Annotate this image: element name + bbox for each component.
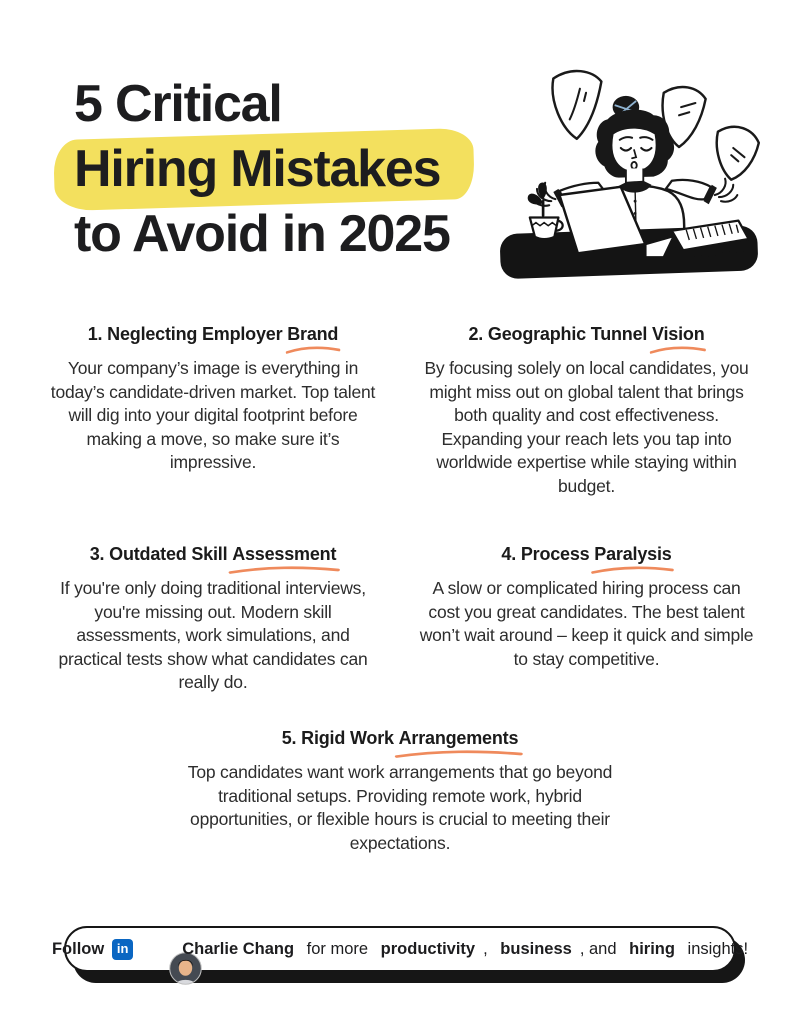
title-line-1: 5 Critical xyxy=(74,75,282,133)
orange-underline-icon xyxy=(649,345,707,355)
section-3-body: If you're only doing traditional interviews, you're missing out. Modern skill assessments, work simulations, and practical tests show what candidates can really do. xyxy=(58,578,368,692)
stressed-woman-illustration xyxy=(492,56,768,286)
section-3-heading xyxy=(45,542,381,566)
footer-keyword-productivity: productivity xyxy=(380,939,476,958)
follow-label: Follow xyxy=(51,939,105,958)
section-4-body: A slow or complicated hiring process can cost you great candidates. The best talent won’t wait around – keep it quick and simple to stay competitive. xyxy=(419,578,754,669)
section-1-underlined-text: Brand xyxy=(287,324,339,344)
section-3-heading-prefix: 3. Outdated Skill xyxy=(89,544,233,564)
footer-text-end: insights! xyxy=(682,939,749,958)
orange-underline-icon xyxy=(285,345,341,355)
section-4-heading xyxy=(416,542,757,566)
mistakes-grid xyxy=(45,322,757,695)
footer-keyword-hiring: hiring xyxy=(629,939,675,958)
section-2-underlined-word xyxy=(652,322,704,346)
section-1-underlined-word xyxy=(287,322,338,346)
orange-underline-icon xyxy=(393,749,525,759)
footer-sep-2: , and xyxy=(579,939,622,958)
section-1-heading xyxy=(45,322,381,346)
author-name: Charlie Chang xyxy=(182,939,295,958)
section-2-heading xyxy=(416,322,757,346)
title-line-2: Hiring Mistakes xyxy=(74,140,441,198)
section-5-heading-prefix: 5. Rigid Work xyxy=(281,728,399,748)
title-line-3: to Avoid in 2025 xyxy=(74,205,450,263)
section-3-underlined-word xyxy=(232,542,336,566)
section-2-body: By focusing solely on local candidates, you might miss out on global talent that brings both quality and cost effectiveness. Expanding your reach lets you tap into worldwide expertise while staying within budget. xyxy=(424,358,749,496)
section-5-underlined-word xyxy=(399,726,519,750)
section-2-geographic-tunnel-vision xyxy=(416,322,757,498)
section-5-body: Top candidates want work arrangements that go beyond traditional setups. Providing remote work, hybrid opportunities, or flexible hours is crucial to meeting their expectations. xyxy=(187,762,613,853)
page-title xyxy=(74,72,450,267)
orange-underline-icon xyxy=(590,565,675,575)
section-3-outdated-skill-assessment xyxy=(45,542,381,695)
section-2-underlined-text: Vision xyxy=(652,324,705,344)
section-3-underlined-text: Assessment xyxy=(232,544,337,564)
footer-sep-1: , xyxy=(483,939,493,958)
section-5-heading xyxy=(170,726,630,750)
orange-underline-icon xyxy=(227,565,341,575)
title-line-2-wrap xyxy=(74,137,450,202)
follow-banner[interactable] xyxy=(51,926,749,972)
footer-keyword-business: business xyxy=(500,939,572,958)
section-1-heading-prefix: 1. Neglecting Employer xyxy=(87,324,288,344)
section-1-neglecting-employer-brand xyxy=(45,322,381,498)
section-4-underlined-text: Paralysis xyxy=(594,544,672,564)
section-5-rigid-work-arrangements xyxy=(170,726,630,855)
footer-text-1: for more xyxy=(302,939,373,958)
section-1-body: Your company’s image is everything in today’s candidate-driven market. Top talent will dig into your digital footprint before making a move, so make sure it’s impressive. xyxy=(50,358,376,472)
section-2-heading-prefix: 2. Geographic Tunnel xyxy=(468,324,652,344)
linkedin-icon[interactable]: in xyxy=(112,939,133,960)
section-4-process-paralysis xyxy=(416,542,757,695)
section-4-underlined-word xyxy=(594,542,671,566)
avatar xyxy=(141,933,174,966)
section-5-underlined-text: Arrangements xyxy=(398,728,519,748)
section-4-heading-prefix: 4. Process xyxy=(501,544,595,564)
